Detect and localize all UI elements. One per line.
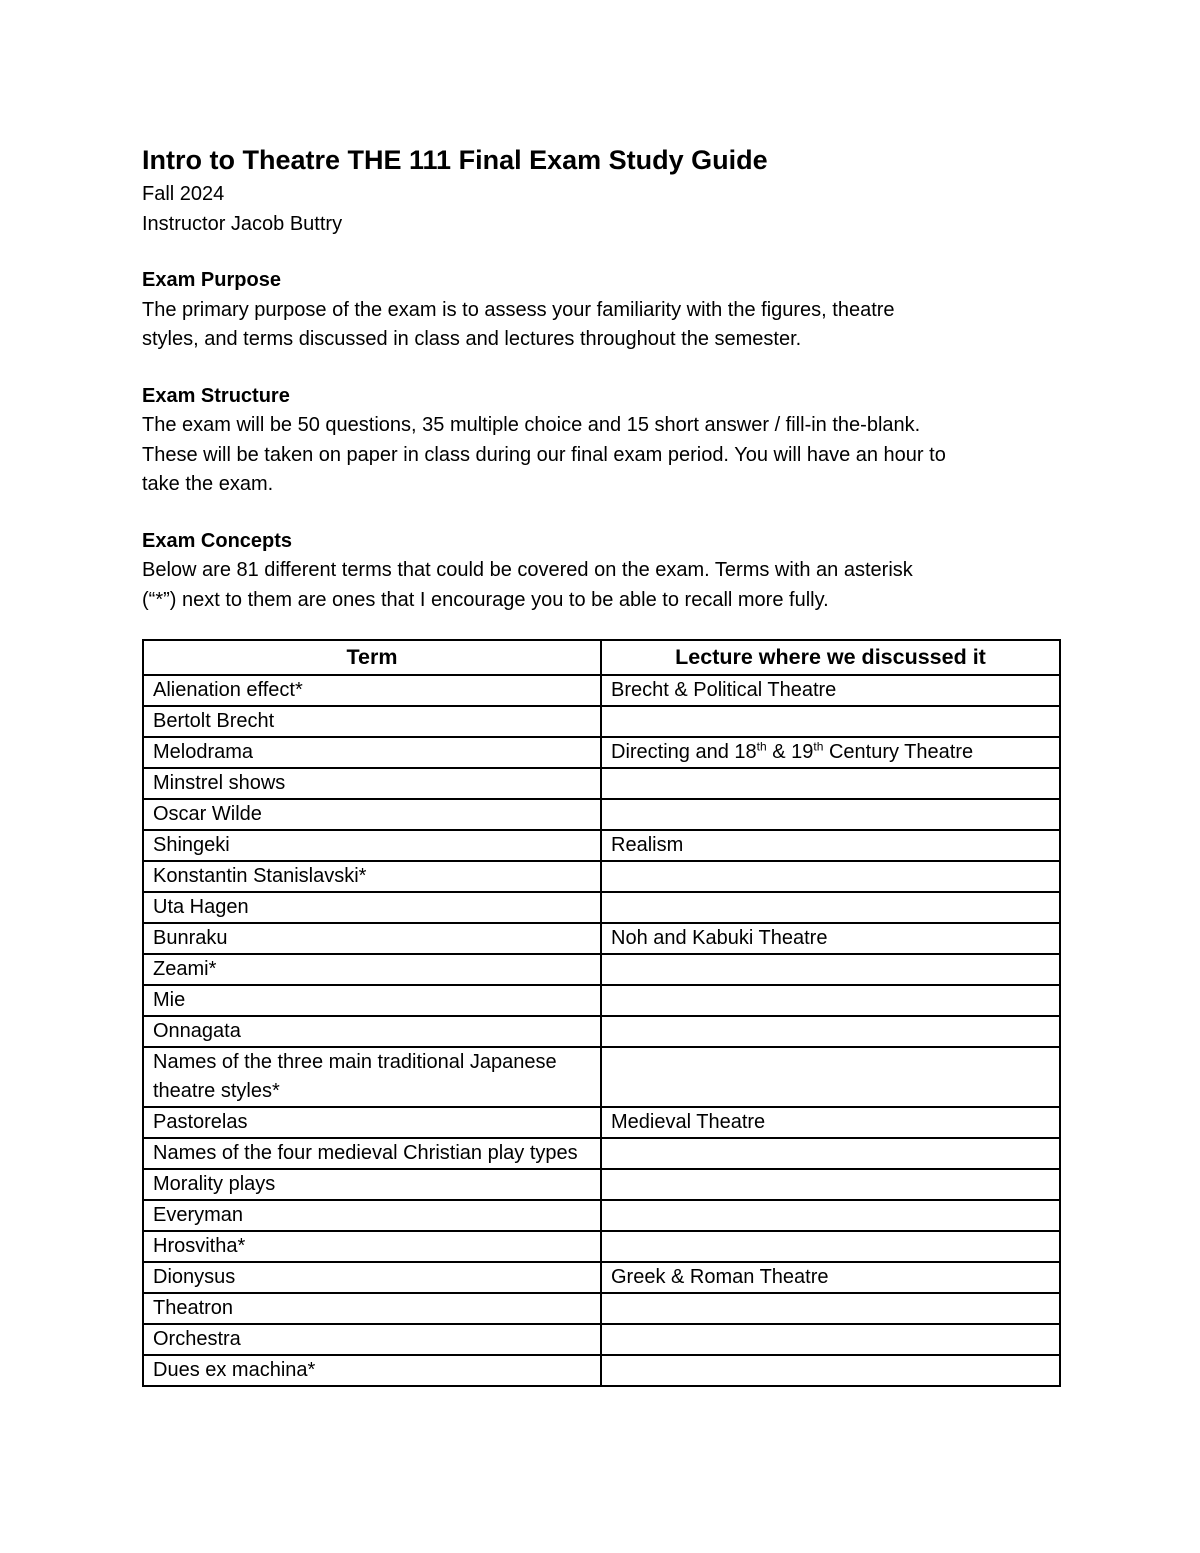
lecture-text: & 19 — [766, 741, 814, 763]
table-row — [143, 1262, 1060, 1293]
lecture-cell — [601, 892, 1060, 923]
table-row — [143, 1016, 1060, 1047]
lecture-cell — [601, 1293, 1060, 1324]
term-line: Fall 2024 — [142, 183, 225, 205]
lecture-cell — [601, 1138, 1060, 1169]
term-cell: Pastorelas — [143, 1107, 601, 1138]
term-column-header: Term — [143, 640, 601, 675]
exam-concepts-heading: Exam Concepts — [142, 529, 293, 552]
lecture-cell: Medieval Theatre — [601, 1107, 1060, 1138]
lecture-cell — [601, 1324, 1060, 1355]
table-row — [143, 1324, 1060, 1355]
lecture-cell: Greek & Roman Theatre — [601, 1262, 1060, 1293]
term-cell: Names of the three main traditional Japanese theatre styles* — [143, 1047, 601, 1107]
terms-table — [142, 639, 1061, 1387]
lecture-cell — [601, 768, 1060, 799]
term-cell: Oscar Wilde — [143, 799, 601, 830]
instructor-line: Instructor Jacob Buttry — [142, 212, 343, 235]
exam-structure-line: The exam will be 50 questions, 35 multiple choice and 15 short answer / fill-in the-blank. — [142, 414, 921, 436]
lecture-column-header: Lecture where we discussed it — [601, 640, 1060, 675]
exam-structure-line: These will be taken on paper in class during our final exam period. You will have an hour to — [142, 443, 946, 466]
exam-purpose-line: styles, and terms discussed in class and lectures throughout the semester. — [142, 328, 802, 350]
term-cell: Melodrama — [143, 737, 601, 768]
lecture-cell — [601, 737, 1060, 768]
term-cell: Alienation effect* — [143, 675, 601, 706]
table-row — [143, 892, 1060, 923]
term-cell: Everyman — [143, 1200, 601, 1231]
term-cell: Mie — [143, 985, 601, 1016]
lecture-cell — [601, 1231, 1060, 1262]
term-cell: Names of the four medieval Christian play types — [143, 1138, 601, 1169]
exam-concepts-line: (“*”) next to them are ones that I encourage you to be able to recall more fully. — [142, 588, 829, 611]
lecture-cell — [601, 1047, 1060, 1107]
term-cell: Bertolt Brecht — [143, 706, 601, 737]
exam-structure-line: take the exam. — [142, 473, 274, 495]
lecture-cell — [601, 1016, 1060, 1047]
table-row — [143, 1231, 1060, 1262]
table-row — [143, 1047, 1060, 1107]
exam-purpose-heading: Exam Purpose — [142, 269, 281, 291]
term-cell: Minstrel shows — [143, 768, 601, 799]
table-header-row — [143, 640, 1060, 675]
lecture-cell: Realism — [601, 830, 1060, 861]
table-row — [143, 985, 1060, 1016]
ordinal-suffix: th — [756, 739, 767, 754]
table-row — [143, 830, 1060, 861]
term-cell: Theatron — [143, 1293, 601, 1324]
lecture-cell — [601, 1355, 1060, 1386]
exam-structure-heading: Exam Structure — [142, 384, 290, 407]
term-cell: Shingeki — [143, 830, 601, 861]
term-cell: Hrosvitha* — [143, 1231, 601, 1262]
table-row — [143, 675, 1060, 706]
table-row — [143, 1169, 1060, 1200]
term-cell: Orchestra — [143, 1324, 601, 1355]
table-row — [143, 1138, 1060, 1169]
lecture-cell — [601, 954, 1060, 985]
table-row — [143, 737, 1060, 768]
lecture-cell — [601, 799, 1060, 830]
lecture-cell: Brecht & Political Theatre — [601, 675, 1060, 706]
term-cell: Dues ex machina* — [143, 1355, 601, 1386]
page-title: Intro to Theatre THE 111 Final Exam Study Guide — [142, 145, 768, 175]
exam-purpose-line: The primary purpose of the exam is to assess your familiarity with the figures, theatre — [142, 298, 895, 321]
terms-table-body — [143, 675, 1060, 1386]
term-cell: Dionysus — [143, 1262, 601, 1293]
term-cell: Zeami* — [143, 954, 601, 985]
table-row — [143, 1355, 1060, 1386]
table-row — [143, 861, 1060, 892]
term-cell: Uta Hagen — [143, 892, 601, 923]
table-row — [143, 1107, 1060, 1138]
table-row — [143, 1293, 1060, 1324]
lecture-cell — [601, 985, 1060, 1016]
table-row — [143, 1200, 1060, 1231]
ordinal-suffix: th — [813, 739, 824, 754]
lecture-cell — [601, 1169, 1060, 1200]
table-row — [143, 954, 1060, 985]
term-cell: Konstantin Stanislavski* — [143, 861, 601, 892]
exam-concepts-line: Below are 81 different terms that could be covered on the exam. Terms with an asterisk — [142, 559, 913, 581]
term-cell: Morality plays — [143, 1169, 601, 1200]
document-body — [142, 140, 1060, 615]
term-cell: Bunraku — [143, 923, 601, 954]
lecture-cell — [601, 1200, 1060, 1231]
table-row — [143, 768, 1060, 799]
lecture-cell — [601, 861, 1060, 892]
lecture-text: Directing and 18 — [611, 741, 757, 763]
lecture-text: Century Theatre — [823, 741, 974, 763]
lecture-cell — [601, 706, 1060, 737]
table-row — [143, 923, 1060, 954]
term-cell: Onnagata — [143, 1016, 601, 1047]
table-row — [143, 706, 1060, 737]
table-row — [143, 799, 1060, 830]
lecture-cell: Noh and Kabuki Theatre — [601, 923, 1060, 954]
